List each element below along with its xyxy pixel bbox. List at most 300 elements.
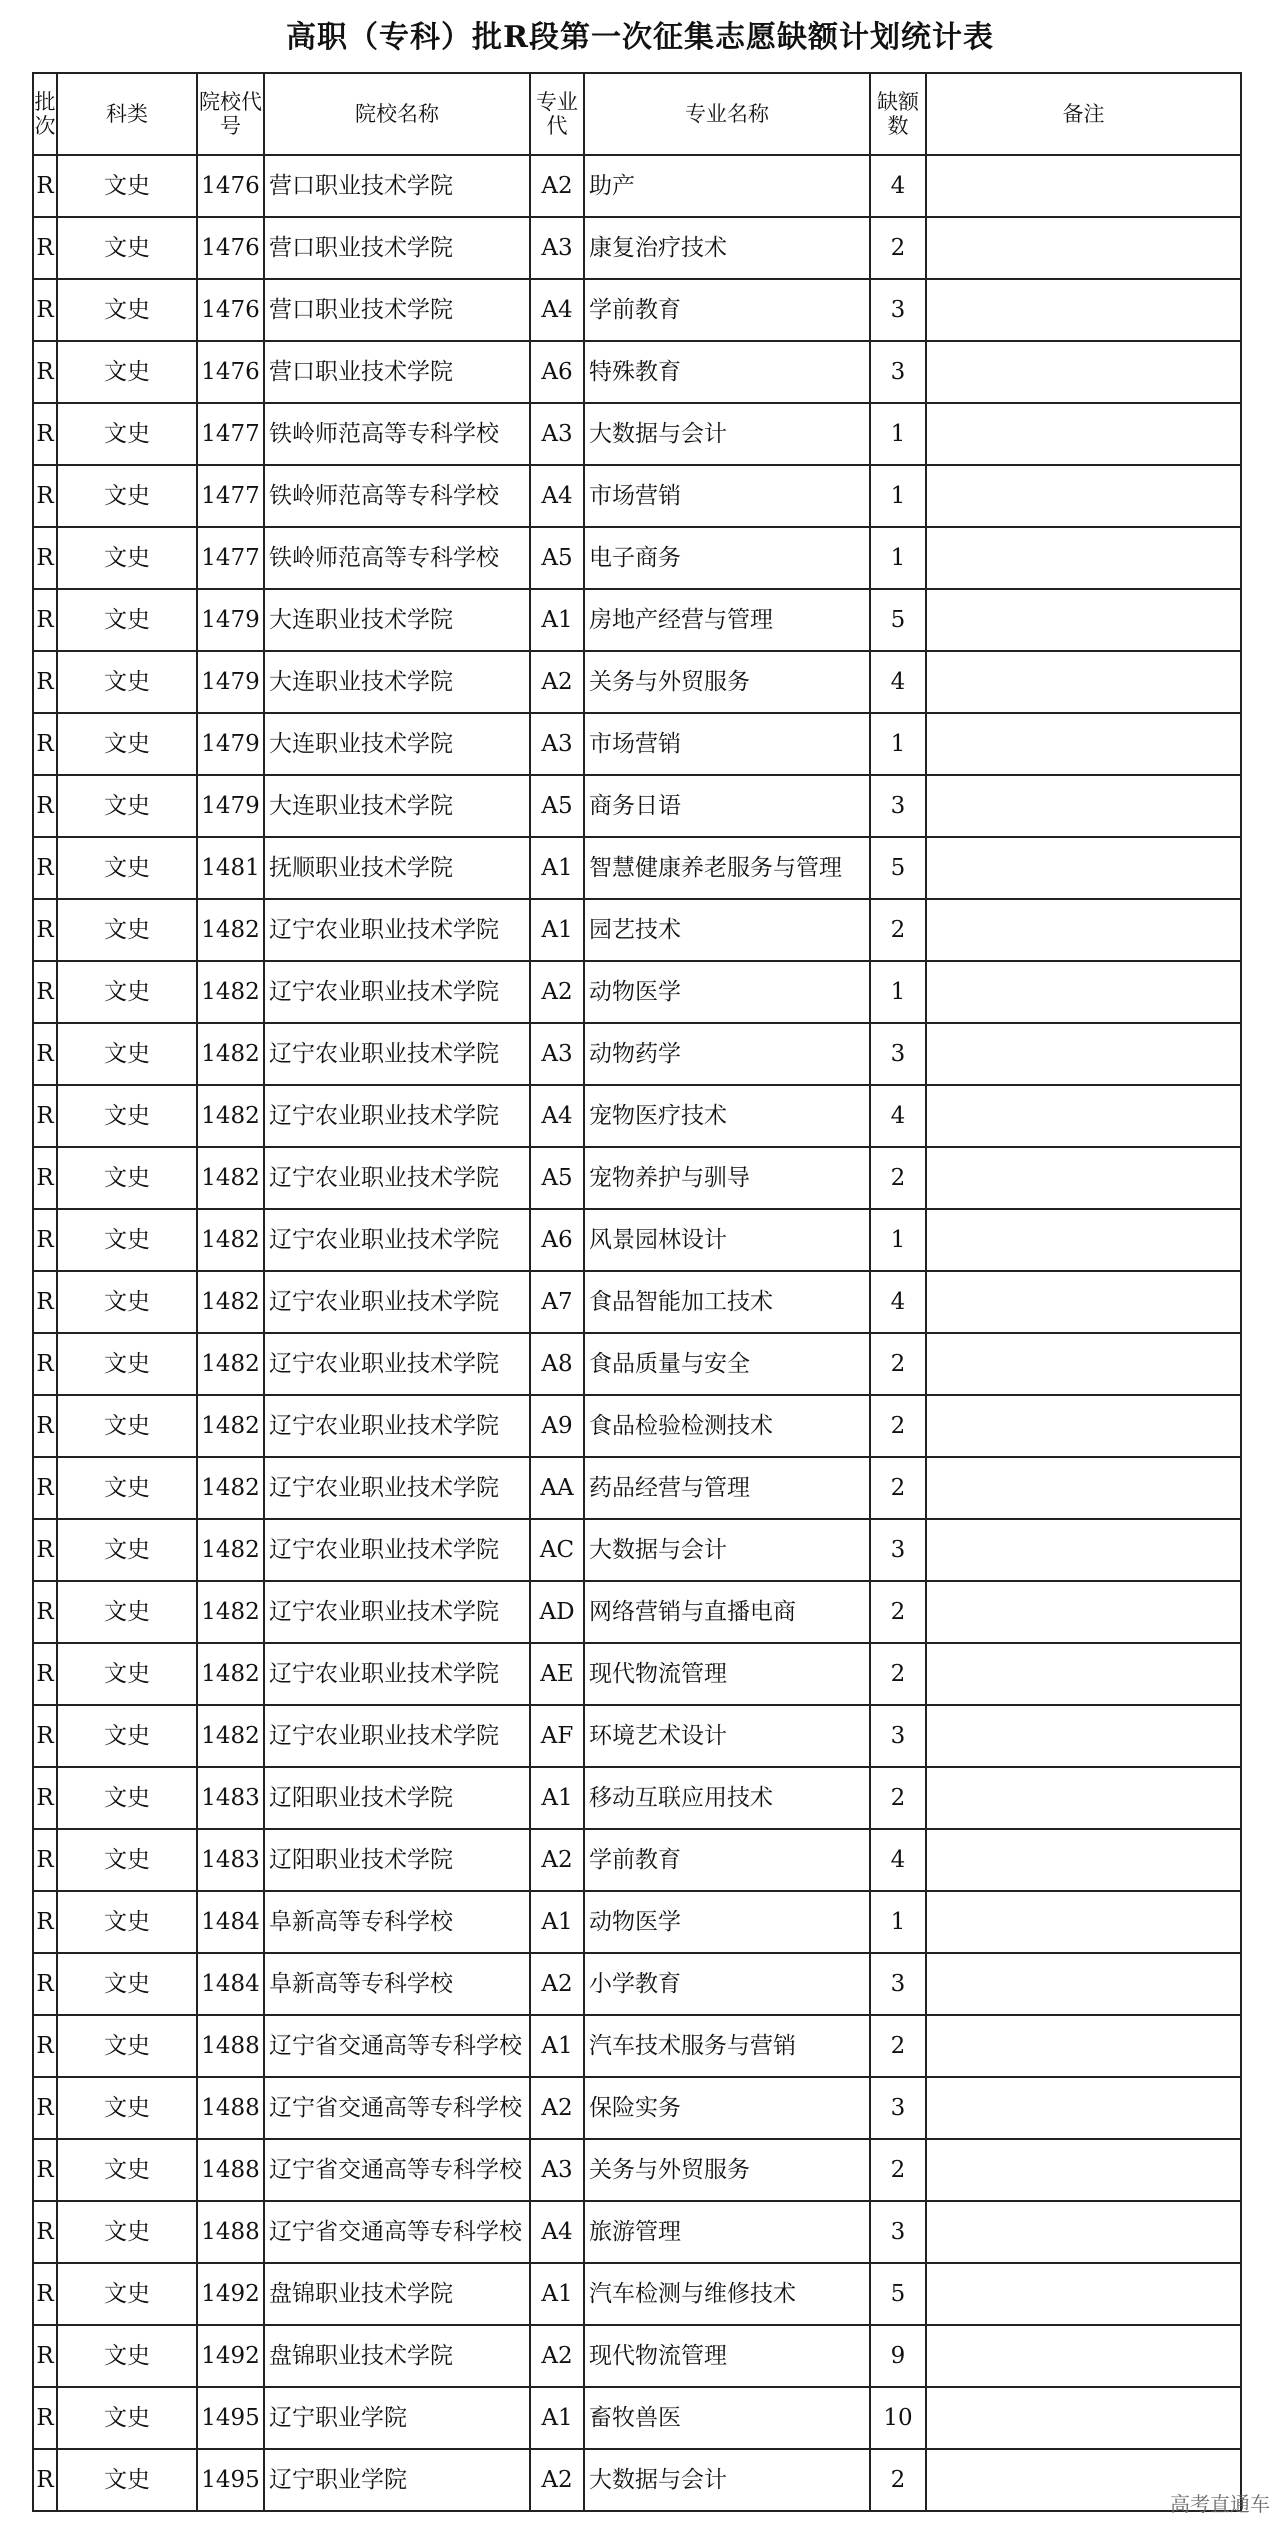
cell-major-name: 药品经营与管理 bbox=[584, 1457, 870, 1519]
cell-school-name: 大连职业技术学院 bbox=[264, 651, 530, 713]
cell-vacancy: 2 bbox=[870, 1333, 926, 1395]
cell-batch: R bbox=[33, 2449, 57, 2511]
cell-major-name: 关务与外贸服务 bbox=[584, 651, 870, 713]
table-header-row bbox=[33, 73, 1241, 155]
cell-school-name: 辽宁农业职业技术学院 bbox=[264, 1085, 530, 1147]
cell-school-code: 1482 bbox=[197, 1457, 264, 1519]
table-row bbox=[33, 2449, 1241, 2511]
cell-vacancy: 2 bbox=[870, 1581, 926, 1643]
cell-school-code: 1482 bbox=[197, 1023, 264, 1085]
cell-batch: R bbox=[33, 589, 57, 651]
cell-school-code: 1477 bbox=[197, 403, 264, 465]
cell-vacancy: 1 bbox=[870, 527, 926, 589]
cell-school-name: 辽宁省交通高等专科学校 bbox=[264, 2139, 530, 2201]
cell-major-name: 学前教育 bbox=[584, 1829, 870, 1891]
cell-vacancy: 3 bbox=[870, 775, 926, 837]
table-row bbox=[33, 775, 1241, 837]
cell-remark bbox=[926, 775, 1241, 837]
cell-school-code: 1479 bbox=[197, 713, 264, 775]
cell-remark bbox=[926, 1085, 1241, 1147]
cell-major-name: 助产 bbox=[584, 155, 870, 217]
cell-school-code: 1482 bbox=[197, 1333, 264, 1395]
cell-vacancy: 4 bbox=[870, 651, 926, 713]
cell-batch: R bbox=[33, 1891, 57, 1953]
cell-batch: R bbox=[33, 2077, 57, 2139]
table-row bbox=[33, 1891, 1241, 1953]
cell-school-code: 1479 bbox=[197, 651, 264, 713]
cell-remark bbox=[926, 403, 1241, 465]
cell-category: 文史 bbox=[57, 2449, 197, 2511]
cell-batch: R bbox=[33, 899, 57, 961]
cell-vacancy: 1 bbox=[870, 713, 926, 775]
header-major-code: 专业代 bbox=[530, 73, 584, 155]
cell-major-name: 现代物流管理 bbox=[584, 1643, 870, 1705]
cell-major-name: 宠物医疗技术 bbox=[584, 1085, 870, 1147]
cell-remark bbox=[926, 1147, 1241, 1209]
table-row bbox=[33, 2077, 1241, 2139]
cell-remark bbox=[926, 465, 1241, 527]
cell-major-code: AE bbox=[530, 1643, 584, 1705]
cell-major-code: AC bbox=[530, 1519, 584, 1581]
cell-remark bbox=[926, 1705, 1241, 1767]
cell-batch: R bbox=[33, 403, 57, 465]
table-row bbox=[33, 465, 1241, 527]
cell-school-name: 辽宁农业职业技术学院 bbox=[264, 1519, 530, 1581]
cell-vacancy: 2 bbox=[870, 1395, 926, 1457]
cell-vacancy: 3 bbox=[870, 2201, 926, 2263]
cell-vacancy: 3 bbox=[870, 279, 926, 341]
cell-major-name: 特殊教育 bbox=[584, 341, 870, 403]
cell-major-code: A5 bbox=[530, 1147, 584, 1209]
cell-remark bbox=[926, 1519, 1241, 1581]
cell-batch: R bbox=[33, 2201, 57, 2263]
table-row bbox=[33, 589, 1241, 651]
cell-vacancy: 5 bbox=[870, 589, 926, 651]
cell-major-code: A3 bbox=[530, 713, 584, 775]
cell-major-code: A4 bbox=[530, 2201, 584, 2263]
cell-major-name: 大数据与会计 bbox=[584, 2449, 870, 2511]
cell-major-name: 电子商务 bbox=[584, 527, 870, 589]
cell-vacancy: 4 bbox=[870, 1829, 926, 1891]
cell-school-name: 辽宁农业职业技术学院 bbox=[264, 1209, 530, 1271]
cell-remark bbox=[926, 899, 1241, 961]
cell-school-code: 1488 bbox=[197, 2201, 264, 2263]
vacancy-table bbox=[32, 72, 1242, 2512]
cell-vacancy: 2 bbox=[870, 2449, 926, 2511]
cell-school-name: 辽宁农业职业技术学院 bbox=[264, 1271, 530, 1333]
cell-category: 文史 bbox=[57, 1085, 197, 1147]
header-school-code: 院校代号 bbox=[197, 73, 264, 155]
table-body bbox=[33, 155, 1241, 2511]
cell-major-name: 食品智能加工技术 bbox=[584, 1271, 870, 1333]
table-row bbox=[33, 1767, 1241, 1829]
cell-vacancy: 2 bbox=[870, 1457, 926, 1519]
cell-remark bbox=[926, 1891, 1241, 1953]
cell-vacancy: 10 bbox=[870, 2387, 926, 2449]
cell-batch: R bbox=[33, 155, 57, 217]
cell-major-name: 移动互联应用技术 bbox=[584, 1767, 870, 1829]
table-row bbox=[33, 1953, 1241, 2015]
cell-school-name: 辽宁省交通高等专科学校 bbox=[264, 2077, 530, 2139]
cell-vacancy: 1 bbox=[870, 403, 926, 465]
cell-school-code: 1483 bbox=[197, 1767, 264, 1829]
cell-vacancy: 2 bbox=[870, 217, 926, 279]
cell-batch: R bbox=[33, 1829, 57, 1891]
cell-major-code: A2 bbox=[530, 2325, 584, 2387]
cell-category: 文史 bbox=[57, 1333, 197, 1395]
cell-school-code: 1495 bbox=[197, 2387, 264, 2449]
cell-school-name: 辽宁农业职业技术学院 bbox=[264, 1581, 530, 1643]
cell-major-code: A1 bbox=[530, 837, 584, 899]
cell-school-name: 辽宁农业职业技术学院 bbox=[264, 1333, 530, 1395]
cell-school-code: 1482 bbox=[197, 1643, 264, 1705]
cell-batch: R bbox=[33, 1581, 57, 1643]
table-row bbox=[33, 279, 1241, 341]
header-major-name: 专业名称 bbox=[584, 73, 870, 155]
cell-major-code: A4 bbox=[530, 279, 584, 341]
cell-major-code: A1 bbox=[530, 1767, 584, 1829]
cell-school-name: 大连职业技术学院 bbox=[264, 775, 530, 837]
cell-school-code: 1488 bbox=[197, 2077, 264, 2139]
cell-school-code: 1481 bbox=[197, 837, 264, 899]
cell-batch: R bbox=[33, 1271, 57, 1333]
table-row bbox=[33, 217, 1241, 279]
table-row bbox=[33, 899, 1241, 961]
cell-vacancy: 4 bbox=[870, 1271, 926, 1333]
header-batch: 批次 bbox=[33, 73, 57, 155]
table-row bbox=[33, 1519, 1241, 1581]
cell-category: 文史 bbox=[57, 1271, 197, 1333]
cell-vacancy: 1 bbox=[870, 1209, 926, 1271]
cell-school-name: 营口职业技术学院 bbox=[264, 217, 530, 279]
table-row bbox=[33, 2387, 1241, 2449]
cell-remark bbox=[926, 1767, 1241, 1829]
cell-remark bbox=[926, 1209, 1241, 1271]
cell-school-name: 辽宁农业职业技术学院 bbox=[264, 1705, 530, 1767]
cell-school-name: 盘锦职业技术学院 bbox=[264, 2325, 530, 2387]
cell-remark bbox=[926, 1829, 1241, 1891]
cell-major-code: A1 bbox=[530, 2387, 584, 2449]
cell-major-code: A9 bbox=[530, 1395, 584, 1457]
header-remark: 备注 bbox=[926, 73, 1241, 155]
cell-category: 文史 bbox=[57, 155, 197, 217]
cell-major-code: A1 bbox=[530, 2263, 584, 2325]
page-title: 高职（专科）批R段第一次征集志愿缺额计划统计表 bbox=[286, 20, 994, 55]
cell-batch: R bbox=[33, 1085, 57, 1147]
cell-school-code: 1482 bbox=[197, 1271, 264, 1333]
cell-category: 文史 bbox=[57, 589, 197, 651]
cell-batch: R bbox=[33, 961, 57, 1023]
cell-category: 文史 bbox=[57, 527, 197, 589]
cell-batch: R bbox=[33, 2015, 57, 2077]
cell-category: 文史 bbox=[57, 279, 197, 341]
cell-category: 文史 bbox=[57, 1643, 197, 1705]
cell-batch: R bbox=[33, 1519, 57, 1581]
cell-major-code: A6 bbox=[530, 1209, 584, 1271]
cell-school-name: 辽宁农业职业技术学院 bbox=[264, 1457, 530, 1519]
cell-major-code: A5 bbox=[530, 775, 584, 837]
table-row bbox=[33, 2015, 1241, 2077]
cell-vacancy: 3 bbox=[870, 1023, 926, 1085]
cell-major-code: A3 bbox=[530, 217, 584, 279]
cell-category: 文史 bbox=[57, 961, 197, 1023]
cell-category: 文史 bbox=[57, 1829, 197, 1891]
cell-vacancy: 4 bbox=[870, 1085, 926, 1147]
cell-school-name: 辽宁职业学院 bbox=[264, 2449, 530, 2511]
cell-major-name: 学前教育 bbox=[584, 279, 870, 341]
cell-school-name: 辽宁农业职业技术学院 bbox=[264, 1023, 530, 1085]
cell-batch: R bbox=[33, 775, 57, 837]
cell-major-code: A8 bbox=[530, 1333, 584, 1395]
table-row bbox=[33, 527, 1241, 589]
cell-category: 文史 bbox=[57, 1581, 197, 1643]
cell-remark bbox=[926, 2139, 1241, 2201]
cell-school-name: 营口职业技术学院 bbox=[264, 341, 530, 403]
cell-major-name: 汽车检测与维修技术 bbox=[584, 2263, 870, 2325]
cell-vacancy: 2 bbox=[870, 1147, 926, 1209]
cell-school-code: 1479 bbox=[197, 775, 264, 837]
cell-major-name: 汽车技术服务与营销 bbox=[584, 2015, 870, 2077]
cell-school-name: 辽宁农业职业技术学院 bbox=[264, 961, 530, 1023]
table-row bbox=[33, 1209, 1241, 1271]
cell-major-code: A4 bbox=[530, 1085, 584, 1147]
cell-remark bbox=[926, 341, 1241, 403]
table-row bbox=[33, 1643, 1241, 1705]
cell-school-name: 大连职业技术学院 bbox=[264, 713, 530, 775]
cell-major-code: A7 bbox=[530, 1271, 584, 1333]
cell-remark bbox=[926, 1581, 1241, 1643]
cell-batch: R bbox=[33, 1147, 57, 1209]
cell-school-code: 1482 bbox=[197, 961, 264, 1023]
table-row bbox=[33, 2263, 1241, 2325]
table-row bbox=[33, 837, 1241, 899]
cell-batch: R bbox=[33, 465, 57, 527]
cell-school-code: 1476 bbox=[197, 155, 264, 217]
cell-batch: R bbox=[33, 1395, 57, 1457]
cell-major-code: A2 bbox=[530, 155, 584, 217]
cell-batch: R bbox=[33, 527, 57, 589]
cell-remark bbox=[926, 1395, 1241, 1457]
cell-category: 文史 bbox=[57, 1767, 197, 1829]
cell-school-name: 辽宁农业职业技术学院 bbox=[264, 1147, 530, 1209]
cell-vacancy: 1 bbox=[870, 465, 926, 527]
cell-category: 文史 bbox=[57, 2325, 197, 2387]
cell-vacancy: 2 bbox=[870, 1643, 926, 1705]
table-row bbox=[33, 1395, 1241, 1457]
cell-school-name: 抚顺职业技术学院 bbox=[264, 837, 530, 899]
table-row bbox=[33, 1147, 1241, 1209]
cell-school-code: 1495 bbox=[197, 2449, 264, 2511]
cell-remark bbox=[926, 651, 1241, 713]
cell-school-code: 1476 bbox=[197, 279, 264, 341]
cell-category: 文史 bbox=[57, 1395, 197, 1457]
cell-remark bbox=[926, 2015, 1241, 2077]
cell-category: 文史 bbox=[57, 713, 197, 775]
cell-major-code: AD bbox=[530, 1581, 584, 1643]
cell-batch: R bbox=[33, 1333, 57, 1395]
cell-vacancy: 3 bbox=[870, 1519, 926, 1581]
cell-school-code: 1482 bbox=[197, 1705, 264, 1767]
cell-school-name: 辽宁省交通高等专科学校 bbox=[264, 2015, 530, 2077]
cell-school-name: 大连职业技术学院 bbox=[264, 589, 530, 651]
cell-school-name: 铁岭师范高等专科学校 bbox=[264, 527, 530, 589]
cell-category: 文史 bbox=[57, 2077, 197, 2139]
cell-major-name: 食品检验检测技术 bbox=[584, 1395, 870, 1457]
cell-vacancy: 5 bbox=[870, 837, 926, 899]
cell-major-name: 网络营销与直播电商 bbox=[584, 1581, 870, 1643]
cell-major-code: A1 bbox=[530, 2015, 584, 2077]
cell-vacancy: 5 bbox=[870, 2263, 926, 2325]
cell-batch: R bbox=[33, 1209, 57, 1271]
cell-batch: R bbox=[33, 2325, 57, 2387]
cell-major-code: A5 bbox=[530, 527, 584, 589]
cell-major-name: 园艺技术 bbox=[584, 899, 870, 961]
cell-major-code: AA bbox=[530, 1457, 584, 1519]
cell-category: 文史 bbox=[57, 1705, 197, 1767]
cell-batch: R bbox=[33, 2263, 57, 2325]
cell-remark bbox=[926, 1457, 1241, 1519]
cell-major-name: 智慧健康养老服务与管理 bbox=[584, 837, 870, 899]
cell-school-code: 1476 bbox=[197, 217, 264, 279]
cell-school-name: 辽宁省交通高等专科学校 bbox=[264, 2201, 530, 2263]
cell-category: 文史 bbox=[57, 651, 197, 713]
cell-major-name: 风景园林设计 bbox=[584, 1209, 870, 1271]
cell-category: 文史 bbox=[57, 775, 197, 837]
table-row bbox=[33, 2325, 1241, 2387]
cell-major-code: AF bbox=[530, 1705, 584, 1767]
cell-vacancy: 3 bbox=[870, 1953, 926, 2015]
cell-vacancy: 2 bbox=[870, 2015, 926, 2077]
cell-major-code: A4 bbox=[530, 465, 584, 527]
cell-remark bbox=[926, 1271, 1241, 1333]
cell-remark bbox=[926, 217, 1241, 279]
cell-vacancy: 3 bbox=[870, 1705, 926, 1767]
cell-batch: R bbox=[33, 1953, 57, 2015]
cell-major-code: A2 bbox=[530, 1829, 584, 1891]
cell-category: 文史 bbox=[57, 1023, 197, 1085]
table-row bbox=[33, 155, 1241, 217]
cell-major-name: 动物医学 bbox=[584, 961, 870, 1023]
cell-major-name: 市场营销 bbox=[584, 713, 870, 775]
cell-category: 文史 bbox=[57, 403, 197, 465]
cell-major-name: 现代物流管理 bbox=[584, 2325, 870, 2387]
cell-major-name: 关务与外贸服务 bbox=[584, 2139, 870, 2201]
cell-category: 文史 bbox=[57, 2263, 197, 2325]
cell-vacancy: 2 bbox=[870, 2139, 926, 2201]
cell-school-code: 1492 bbox=[197, 2263, 264, 2325]
cell-category: 文史 bbox=[57, 2387, 197, 2449]
cell-remark bbox=[926, 527, 1241, 589]
cell-remark bbox=[926, 1643, 1241, 1705]
cell-school-code: 1482 bbox=[197, 1085, 264, 1147]
cell-school-code: 1483 bbox=[197, 1829, 264, 1891]
table-row bbox=[33, 961, 1241, 1023]
cell-school-code: 1482 bbox=[197, 1395, 264, 1457]
cell-major-code: A2 bbox=[530, 2077, 584, 2139]
cell-category: 文史 bbox=[57, 341, 197, 403]
cell-school-name: 辽宁职业学院 bbox=[264, 2387, 530, 2449]
cell-major-name: 商务日语 bbox=[584, 775, 870, 837]
cell-major-code: A3 bbox=[530, 1023, 584, 1085]
cell-batch: R bbox=[33, 341, 57, 403]
cell-vacancy: 3 bbox=[870, 341, 926, 403]
cell-school-code: 1476 bbox=[197, 341, 264, 403]
cell-batch: R bbox=[33, 1705, 57, 1767]
cell-major-name: 宠物养护与驯导 bbox=[584, 1147, 870, 1209]
cell-batch: R bbox=[33, 2387, 57, 2449]
cell-school-code: 1482 bbox=[197, 1581, 264, 1643]
cell-school-name: 铁岭师范高等专科学校 bbox=[264, 465, 530, 527]
cell-school-code: 1484 bbox=[197, 1891, 264, 1953]
cell-major-name: 大数据与会计 bbox=[584, 1519, 870, 1581]
cell-remark bbox=[926, 713, 1241, 775]
cell-category: 文史 bbox=[57, 1147, 197, 1209]
cell-remark bbox=[926, 2325, 1241, 2387]
cell-vacancy: 1 bbox=[870, 1891, 926, 1953]
table-row bbox=[33, 1581, 1241, 1643]
cell-vacancy: 3 bbox=[870, 2077, 926, 2139]
table-row bbox=[33, 713, 1241, 775]
cell-school-name: 营口职业技术学院 bbox=[264, 279, 530, 341]
cell-major-code: A3 bbox=[530, 403, 584, 465]
cell-category: 文史 bbox=[57, 2201, 197, 2263]
cell-major-code: A2 bbox=[530, 961, 584, 1023]
cell-remark bbox=[926, 2387, 1241, 2449]
table-row bbox=[33, 651, 1241, 713]
cell-category: 文史 bbox=[57, 837, 197, 899]
cell-school-name: 阜新高等专科学校 bbox=[264, 1953, 530, 2015]
cell-category: 文史 bbox=[57, 1457, 197, 1519]
cell-school-name: 营口职业技术学院 bbox=[264, 155, 530, 217]
cell-category: 文史 bbox=[57, 2139, 197, 2201]
cell-remark bbox=[926, 837, 1241, 899]
cell-school-name: 盘锦职业技术学院 bbox=[264, 2263, 530, 2325]
cell-major-code: A1 bbox=[530, 1891, 584, 1953]
table-row bbox=[33, 1457, 1241, 1519]
cell-major-name: 康复治疗技术 bbox=[584, 217, 870, 279]
cell-school-name: 辽宁农业职业技术学院 bbox=[264, 899, 530, 961]
cell-major-name: 小学教育 bbox=[584, 1953, 870, 2015]
cell-vacancy: 9 bbox=[870, 2325, 926, 2387]
table-row bbox=[33, 403, 1241, 465]
cell-remark bbox=[926, 1333, 1241, 1395]
cell-major-name: 动物医学 bbox=[584, 1891, 870, 1953]
cell-batch: R bbox=[33, 837, 57, 899]
header-school-name: 院校名称 bbox=[264, 73, 530, 155]
cell-school-code: 1477 bbox=[197, 527, 264, 589]
cell-major-code: A2 bbox=[530, 2449, 584, 2511]
cell-major-name: 房地产经营与管理 bbox=[584, 589, 870, 651]
cell-school-code: 1482 bbox=[197, 899, 264, 961]
cell-major-name: 食品质量与安全 bbox=[584, 1333, 870, 1395]
cell-school-name: 辽阳职业技术学院 bbox=[264, 1767, 530, 1829]
cell-major-code: A1 bbox=[530, 899, 584, 961]
cell-batch: R bbox=[33, 1767, 57, 1829]
table-row bbox=[33, 1333, 1241, 1395]
cell-batch: R bbox=[33, 217, 57, 279]
cell-category: 文史 bbox=[57, 2015, 197, 2077]
cell-vacancy: 2 bbox=[870, 1767, 926, 1829]
cell-batch: R bbox=[33, 279, 57, 341]
table-row bbox=[33, 1829, 1241, 1891]
cell-school-code: 1492 bbox=[197, 2325, 264, 2387]
cell-remark bbox=[926, 1953, 1241, 2015]
cell-major-code: A1 bbox=[530, 589, 584, 651]
cell-category: 文史 bbox=[57, 1519, 197, 1581]
cell-category: 文史 bbox=[57, 1891, 197, 1953]
cell-school-name: 辽宁农业职业技术学院 bbox=[264, 1395, 530, 1457]
cell-school-name: 铁岭师范高等专科学校 bbox=[264, 403, 530, 465]
